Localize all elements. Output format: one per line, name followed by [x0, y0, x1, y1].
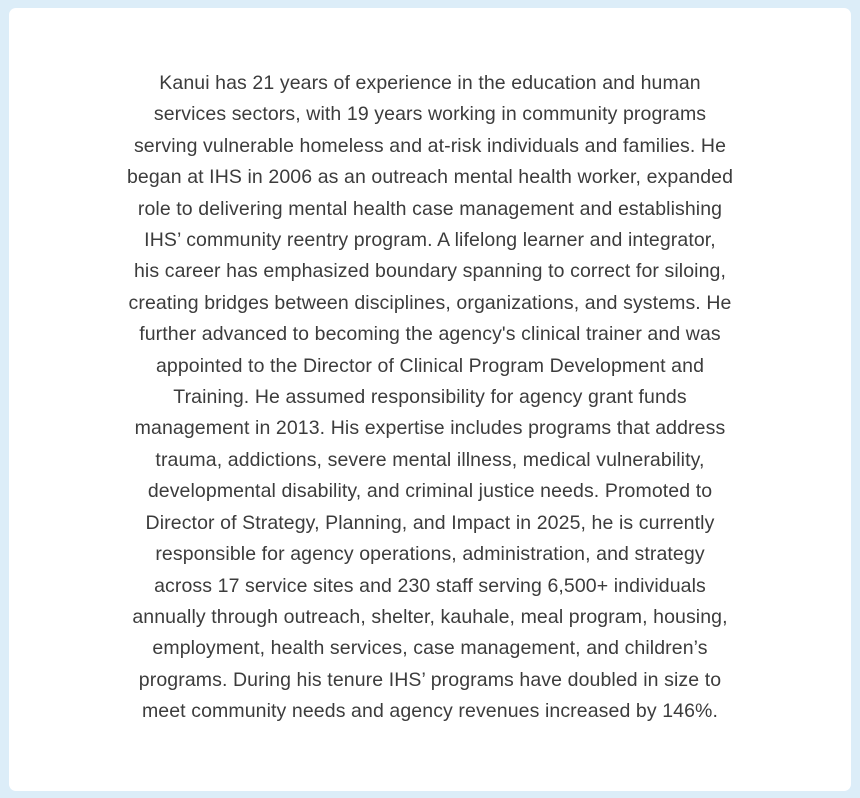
- bio-line: management in 2013. His expertise includes programs that address: [134, 417, 726, 440]
- bio-line: responsible for agency operations, administration, and strategy: [155, 543, 705, 566]
- bio-line: Training. He assumed responsibility for agency grant funds: [173, 386, 687, 409]
- bio-line: began at IHS in 2006 as an outreach mental health worker, expanded: [126, 166, 734, 189]
- bio-line: Kanui has 21 years of experience in the education and human: [159, 72, 701, 94]
- bio-line: services sectors, with 19 years working in community programs: [153, 103, 707, 126]
- bio-line: annually through outreach, shelter, kauhale, meal program, housing,: [132, 605, 728, 628]
- bio-line: meet community needs and agency revenues increased by 146%.: [141, 700, 719, 723]
- bio-line: across 17 service sites and 230 staff serving 6,500+ individuals: [154, 574, 706, 597]
- bio-line: IHS’ community reentry program. A lifelong learner and integrator,: [144, 229, 716, 252]
- bio-line: role to delivering mental health case management and establishing: [137, 197, 723, 220]
- bio-line: trauma, addictions, severe mental illness, medical vulnerability,: [155, 448, 705, 471]
- bio-card: [9, 8, 851, 791]
- bio-line: Director of Strategy, Planning, and Impact in 2025, he is currently: [145, 511, 715, 534]
- bio-line: developmental disability, and criminal justice needs. Promoted to: [147, 480, 713, 503]
- bio-line: programs. During his tenure IHS’ programs have doubled in size to: [138, 668, 722, 691]
- bio-paragraph: [70, 68, 790, 728]
- bio-line: his career has emphasized boundary spanning to correct for siloing,: [133, 260, 727, 283]
- bio-line: creating bridges between disciplines, organizations, and systems. He: [128, 291, 732, 314]
- bio-line: employment, health services, case management, and children’s: [152, 637, 708, 660]
- bio-line: serving vulnerable homeless and at-risk individuals and families. He: [133, 134, 727, 157]
- bio-line: appointed to the Director of Clinical Program Development and: [155, 354, 705, 377]
- bio-line: further advanced to becoming the agency's clinical trainer and was: [139, 323, 721, 346]
